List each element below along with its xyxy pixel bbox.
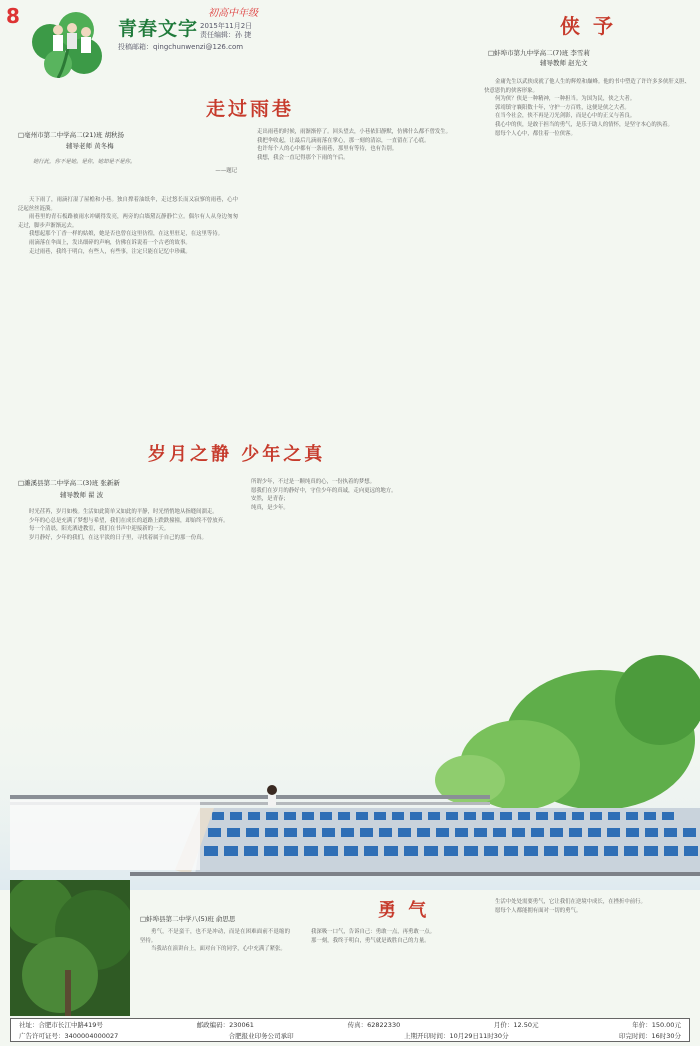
paragraph: 那一刻，我终于明白，勇气就是战胜自己的力量。 [311, 937, 430, 944]
paragraph: 也许每个人的心中都有一条雨巷，那里有等待，也有告别。 [257, 146, 398, 153]
paragraph: 安然，是青春； [251, 496, 289, 503]
paragraph: 我想起那个丁香一样的姑娘，她是否也曾在这里彷徨，在这里驻足，在这里等待。 [29, 231, 224, 238]
paragraph: 我深吸一口气，告诉自己：勇敢一点，再勇敢一点。 [311, 929, 435, 935]
article-tutor: 辅导教师 翟 波 [60, 491, 104, 499]
paragraph: 走出雨巷的时候，雨渐渐停了。回头望去，小巷依旧静默，仿佛什么都不曾发生。 [257, 129, 452, 135]
article-title-quiet-years: 岁月之静 少年之真 [148, 444, 326, 465]
clover-logo-icon [18, 8, 118, 78]
paragraph: 何为侠？侠是一种精神，一种担当。为国为民，侠之大者。 [495, 96, 636, 103]
article-title-chivalry: 侠 予 [560, 14, 616, 38]
paragraph: 勇气，不是蛮干，也不是冲动，而是在困难面前不退缩的坚持。 [140, 929, 290, 944]
paragraph: 生活中处处需要勇气，它让我们在逆境中成长，在挫折中前行。 [495, 899, 646, 905]
paragraph: 愿每个人心中，都住着一位侠客。 [495, 130, 576, 137]
article-tutor: 辅导老师 黄冬梅 [66, 142, 114, 150]
article-byline: □蚌埠县第二中学八(5)班 俞思思 [140, 915, 236, 923]
page-header [0, 0, 520, 78]
publication-footer [10, 1018, 690, 1042]
article-tutor: 辅导教师 赵光文 [540, 59, 588, 67]
issue-date: 2015年11月2日 [200, 22, 253, 30]
article-title-courage: 勇 气 [378, 900, 430, 921]
stadium-illustration [0, 640, 700, 890]
article-body-column-1 [140, 928, 290, 1014]
submission-email: 投稿邮箱：qingchunwenzi@126.com [118, 43, 244, 51]
footer-row [11, 1019, 689, 1030]
footer-print-end: 印完时间：16时30分 [618, 1032, 681, 1040]
tree-photo [10, 880, 130, 1016]
paragraph: 在当今社会，侠不再是刀光剑影，而是心中的正义与善良。 [495, 113, 636, 120]
epigraph-signature: ——题记 [215, 167, 237, 174]
article-title-rain-lane: 走过雨巷 [206, 98, 295, 120]
paragraph: 走过雨巷，我终于明白，有些人，有些事，注定只能在记忆中珍藏。 [29, 248, 191, 255]
article-body-column-2 [300, 928, 470, 1014]
editor-line: 责任编辑：孙 捷 [200, 31, 252, 39]
paragraph: 雨巷里的青石板路被雨水冲刷得发亮，两旁的白墙黛瓦静静伫立。偶尔有人从身边匆匆走过，脚步声渐渐远去。 [18, 214, 238, 229]
footer-ad-license: 广告许可证号：3400004000027 [19, 1032, 119, 1040]
column-title: 青春文字 [118, 18, 199, 40]
paragraph: 金庸先生以武侠成就了他人生的辉煌和巅峰。他的书中塑造了许许多多侠肝义胆、快意恩仇的侠客形象。 [484, 79, 690, 94]
paragraph: 时光荏苒，岁月如梭。生活如此简单又如此的平静，时光悄悄地从指缝间溜走。 [29, 509, 218, 515]
paragraph: 天下雨了，雨滴打湿了屋檐和小巷。独自撑着油纸伞，走过悠长而又寂寥的雨巷，心中泛起丝丝涟漪。 [18, 197, 238, 212]
footer-row [11, 1030, 689, 1041]
paragraph: 我把伞收起，让最后几滴雨落在掌心，那一刻的清凉，一直留在了心底。 [257, 137, 430, 144]
paragraph: 愿每个人都能拥有面对一切的勇气。 [495, 907, 582, 914]
paragraph: 郭靖镇守襄阳数十年，守护一方百姓，这便是侠之大者。 [495, 104, 630, 111]
article-byline: □濉溪县第二中学高二(3)班 张新新 [18, 479, 120, 487]
paragraph: 所谓少年，不过是一颗纯真的心，一份执着的梦想。 [251, 479, 375, 485]
footer-print-start: 上期开印时间：10月29日11时30分 [403, 1032, 509, 1040]
page-number: 8 [6, 4, 20, 28]
paragraph: 纯真，是少年。 [251, 504, 289, 511]
footer-address: 社址：合肥市长江中路419号 [19, 1021, 103, 1029]
article-body-column-3 [484, 898, 690, 1014]
footer-fax: 传真：62822330 [347, 1021, 401, 1029]
article-body-column-2 [246, 128, 474, 412]
paragraph: 我想，我会一直记得那个下雨的午后。 [257, 154, 349, 161]
paragraph: 雨滴落在伞面上，发出细碎的声响，仿佛在诉说着一个古老的故事。 [29, 239, 191, 246]
article-body-chivalry [484, 78, 690, 650]
paragraph: 少年的心总是充满了梦想与希望，我们在成长的道路上跌跌撞撞，却始终不曾放弃。 [29, 517, 229, 524]
footer-yearly-price: 年价：150.00元 [632, 1021, 681, 1029]
epigraph-text: 她行此，你不是她。是你，她却是不是你。 [33, 159, 136, 165]
paragraph: 我心中的侠，是敢于担当的勇气，是乐于助人的情怀，是坚守本心的执着。 [495, 121, 673, 128]
column-subtitle: 初高中年级 [208, 8, 258, 19]
paragraph: 每一个清晨，阳光洒进教室，我们在书声中迎接新的一天。 [29, 526, 170, 533]
footer-postcode: 邮政编码：230061 [196, 1021, 254, 1029]
paragraph: 当我站在演讲台上，面对台下的同学，心中充满了紧张。 [151, 946, 286, 953]
paragraph: 岁月静好，少年的我们，在这平淡的日子里，寻找着属于自己的那一份真。 [29, 534, 207, 541]
article-epigraph [22, 158, 237, 190]
footer-printer: 合肥报业印务公司承印 [228, 1032, 294, 1040]
footer-monthly-price: 月价：12.50元 [493, 1021, 539, 1029]
article-byline: □蚌埠市第九中学高二(7)班 李雪莉 [488, 49, 590, 57]
article-body-column-1 [18, 196, 238, 412]
paragraph: 愿我们在岁月的静好中，守住少年的真诚，走向更远的地方。 [251, 487, 397, 494]
article-byline: □亳州市第二中学高二(21)班 胡秋扬 [18, 131, 125, 139]
